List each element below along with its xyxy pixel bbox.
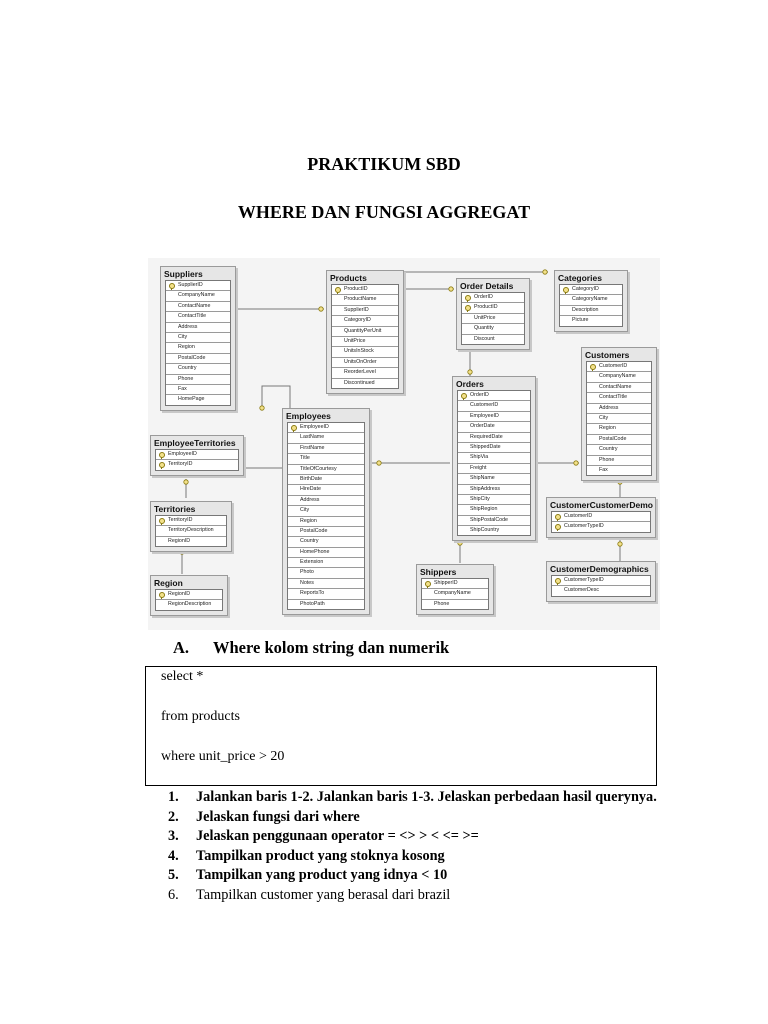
table-name: Shippers [420, 567, 457, 577]
column-row: TerritoryID [156, 460, 238, 469]
column-row: CompanyName [587, 372, 651, 382]
list-item [168, 808, 658, 828]
section-letter: A. [173, 638, 190, 657]
column-row: Discount [474, 335, 495, 342]
column-row: Extension [288, 558, 364, 568]
code-line-1: select * [161, 669, 204, 684]
column-row: RegionID [168, 537, 191, 544]
column-list [155, 515, 227, 547]
list-number: 6. [168, 886, 179, 903]
column-row: SupplierID [332, 306, 398, 316]
column-row: RequiredDate [458, 433, 530, 443]
column-row: EmployeeID [288, 423, 364, 433]
code-box [145, 666, 657, 786]
column-row: City [587, 414, 651, 424]
column-row: LastName [288, 433, 364, 443]
column-list [287, 422, 365, 610]
column-row: Region [288, 517, 364, 527]
column-row: ShipVia [458, 453, 530, 463]
column-row: TitleOfCourtesy [288, 465, 364, 475]
list-text: Jalankan baris 1-2. Jalankan baris 1-3. Jelaskan perbedaan hasil querynya. [196, 789, 657, 805]
table-employee-territories [150, 435, 244, 476]
column-row: OrderDate [458, 422, 530, 432]
column-row: EmployeeID [156, 450, 238, 460]
column-row: Photo [288, 568, 364, 578]
column-row: TerritoryDescription [156, 526, 226, 536]
column-row: OrderID [458, 391, 530, 401]
column-row: ShipperID [422, 579, 488, 589]
table-territories [150, 501, 232, 552]
column-row: City [166, 333, 230, 343]
column-row: QuantityPerUnit [332, 327, 398, 337]
column-row: CustomerID [458, 401, 530, 411]
column-row: Phone [166, 375, 230, 385]
column-row: Region [587, 424, 651, 434]
column-row: TerritoryID [156, 516, 226, 526]
key-marker [260, 406, 264, 410]
table-name: EmployeeTerritories [154, 438, 236, 448]
column-row: Title [288, 454, 364, 464]
column-row: Address [166, 323, 230, 333]
code-line-3: where unit_price > 20 [161, 749, 285, 764]
column-row: ShipCountry [470, 527, 500, 534]
column-row: Notes [288, 579, 364, 589]
column-row: ContactName [166, 302, 230, 312]
key-marker [377, 461, 381, 465]
list-item [168, 886, 658, 906]
table-name: CustomerCustomerDemo [550, 500, 653, 510]
column-row: UnitsInStock [332, 347, 398, 357]
key-marker [618, 542, 622, 546]
table-order-details [456, 278, 530, 350]
column-row: BirthDate [288, 475, 364, 485]
column-list [551, 575, 651, 597]
column-list [155, 589, 223, 611]
column-row: City [288, 506, 364, 516]
column-row: Fax [166, 385, 230, 395]
column-row: PostalCode [587, 435, 651, 445]
column-row: PhotoPath [300, 600, 325, 607]
column-list [551, 511, 651, 533]
column-row: Quantity [462, 324, 524, 334]
column-row: CompanyName [166, 291, 230, 301]
column-row: UnitPrice [332, 337, 398, 347]
key-marker [319, 307, 323, 311]
er-diagram [148, 258, 660, 630]
table-name: Employees [286, 411, 331, 421]
document-subtitle: WHERE DAN FUNGSI AGGREGAT [237, 202, 531, 222]
column-row: Freight [458, 464, 530, 474]
column-row: CategoryName [560, 295, 622, 305]
column-row: ProductID [462, 303, 524, 313]
section-a-heading [173, 638, 449, 658]
column-row: Discontinued [344, 379, 375, 386]
column-row: Address [587, 404, 651, 414]
column-row: Fax [599, 466, 608, 473]
column-row: Region [166, 343, 230, 353]
section-title: Where kolom string dan numerik [213, 638, 450, 657]
column-row: PostalCode [166, 354, 230, 364]
column-list [165, 280, 231, 406]
list-item [168, 866, 658, 886]
column-row: OrderID [462, 293, 524, 303]
column-row: ProductID [332, 285, 398, 295]
column-row: Country [166, 364, 230, 374]
column-row: Description [560, 306, 622, 316]
column-row: ContactTitle [166, 312, 230, 322]
table-name: Order Details [460, 281, 514, 291]
list-item [168, 847, 658, 867]
table-categories [554, 270, 628, 332]
column-row: ShipName [458, 474, 530, 484]
key-marker [184, 480, 188, 484]
column-list [331, 284, 399, 389]
column-row: CustomerDesc [564, 587, 600, 594]
column-list [586, 361, 652, 476]
list-item [168, 788, 658, 808]
table-name: Orders [456, 379, 484, 389]
column-row: ContactTitle [587, 393, 651, 403]
document-title: PRAKTIKUM SBD [307, 154, 461, 174]
column-row: CustomerTypeID [552, 522, 650, 531]
column-row: HireDate [288, 485, 364, 495]
column-row: ProductName [332, 295, 398, 305]
table-name: CustomerDemographics [550, 564, 649, 574]
list-text: Jelaskan penggunaan operator = <> > < <= >= [196, 828, 479, 844]
column-row: Country [288, 537, 364, 547]
task-list [168, 788, 658, 905]
table-name: Suppliers [164, 269, 203, 279]
column-row: Country [587, 445, 651, 455]
column-row: Address [288, 496, 364, 506]
column-row: PostalCode [288, 527, 364, 537]
list-text: Tampilkan product yang stoknya kosong [196, 847, 445, 864]
list-number: 1. [168, 789, 179, 805]
list-number: 5. [168, 867, 179, 883]
table-customer-customer-demo [546, 497, 656, 538]
column-row: HomePage [178, 396, 205, 403]
key-marker [449, 287, 453, 291]
table-suppliers [160, 266, 236, 411]
column-row: EmployeeID [458, 412, 530, 422]
table-orders [452, 376, 536, 541]
column-row: HomePhone [288, 548, 364, 558]
column-row: Phone [587, 456, 651, 466]
table-customers [581, 347, 657, 481]
column-row: CategoryID [560, 285, 622, 295]
column-row: RegionID [156, 590, 222, 600]
table-name: Territories [154, 504, 196, 514]
list-number: 3. [168, 828, 179, 844]
column-list [461, 292, 525, 345]
column-row: ShipCity [458, 495, 530, 505]
column-row: Picture [572, 317, 589, 324]
column-row: SupplierID [166, 281, 230, 291]
column-list [559, 284, 623, 327]
column-row: CompanyName [422, 589, 488, 599]
list-text: Jelaskan fungsi dari where [196, 808, 360, 825]
list-item [168, 827, 658, 847]
table-name: Products [330, 273, 367, 283]
table-customer-demographics [546, 561, 656, 602]
column-row: CategoryID [332, 316, 398, 326]
column-row: CustomerTypeID [552, 576, 650, 586]
list-text: Tampilkan yang product yang idnya < 10 [196, 867, 448, 883]
key-marker [574, 461, 578, 465]
column-list [457, 390, 531, 536]
column-row: FirstName [288, 444, 364, 454]
column-row: CustomerID [587, 362, 651, 372]
key-marker [543, 270, 547, 274]
column-list [155, 449, 239, 471]
column-row: Phone [434, 600, 450, 607]
table-employees [282, 408, 370, 615]
column-row: ReportsTo [288, 589, 364, 599]
column-row: CustomerID [552, 512, 650, 522]
list-number: 4. [168, 847, 179, 864]
column-row: UnitPrice [462, 314, 524, 324]
list-number: 2. [168, 808, 179, 825]
column-row: UnitsOnOrder [332, 358, 398, 368]
column-row: ContactName [587, 383, 651, 393]
column-row: ShipPostalCode [458, 516, 530, 526]
column-row: ShipAddress [458, 485, 530, 495]
column-row: ShipRegion [458, 505, 530, 515]
table-name: Customers [585, 350, 630, 360]
table-name: Categories [558, 273, 602, 283]
column-list [421, 578, 489, 610]
column-row: ShippedDate [458, 443, 530, 453]
table-name: Region [154, 578, 183, 588]
list-text: Tampilkan customer yang berasal dari brazil [196, 886, 451, 903]
key-marker [468, 370, 472, 374]
code-line-2: from products [161, 709, 240, 724]
column-row: ReorderLevel [332, 368, 398, 378]
table-products [326, 270, 404, 394]
column-row: RegionDescription [168, 601, 212, 608]
table-region [150, 575, 228, 616]
table-shippers [416, 564, 494, 615]
